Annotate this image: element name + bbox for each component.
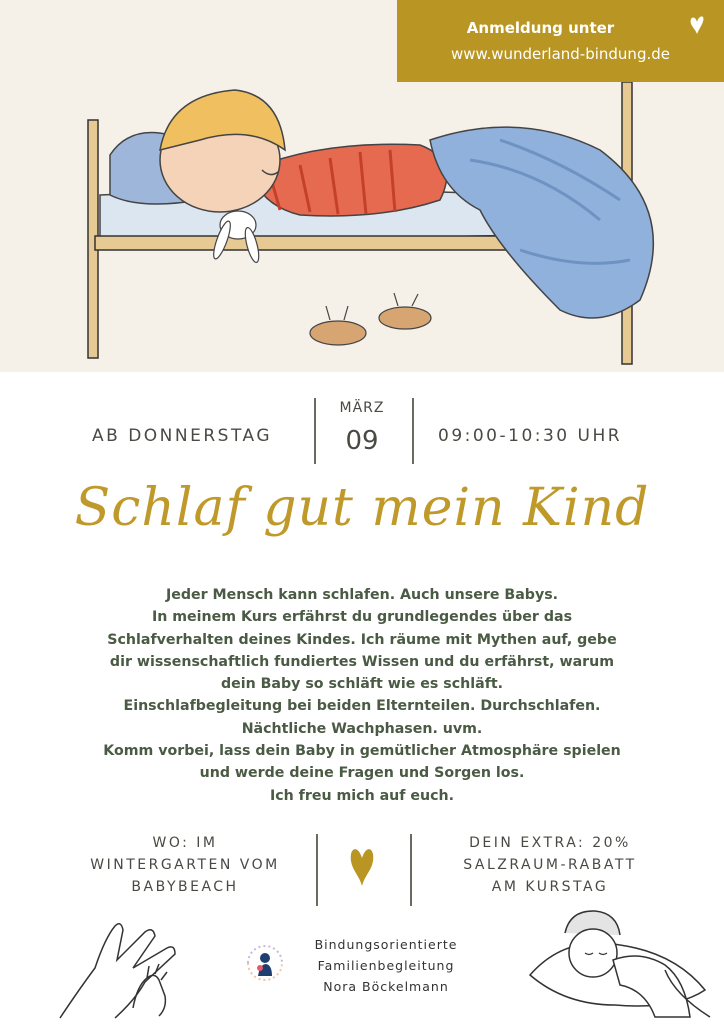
extra-line: AM KURSTAG [491,879,609,895]
extra-line: SALZRAUM-RABATT [463,857,637,873]
wunderland-logo-icon [240,938,290,988]
divider-line [410,834,412,906]
event-extra [420,832,680,898]
signature-line: Familienbegleitung [317,958,455,973]
description-line: und werde deine Fragen und Sorgen los. [199,765,525,782]
signature [306,934,466,997]
banner-heading: Anmeldung unter [466,19,615,37]
description-line: Schlafverhalten deines Kindes. Ich räume mit Mythen auf, gebe [107,631,617,648]
hands-illustration-icon [55,908,185,1020]
event-day: AB DONNERSTAG [92,426,273,446]
description-line: Einschlafbegleitung bei beiden Elternteilen. Durchschlafen. [123,698,601,715]
event-details-row [0,830,724,910]
description-line: In meinem Kurs erfährst du grundlegendes über das [151,609,573,626]
website-link[interactable]: www.wunderland-bindung.de [451,45,670,63]
location-line: BABYBEACH [131,879,239,895]
event-date: 09 [345,426,379,456]
event-time: 09:00-10:30 UHR [438,426,623,446]
divider-line [316,834,318,906]
description-line: Nächtliche Wachphasen. uvm. [241,720,483,737]
description-line: Jeder Mensch kann schlafen. Auch unsere Babys. [165,587,559,603]
location-line: WO: IM [152,835,218,851]
course-description [60,584,664,807]
extra-line: DEIN EXTRA: 20% [469,835,631,851]
description-line: Ich freu mich auf euch. [269,787,455,804]
heart-icon [686,14,708,36]
description-line: Komm vorbei, lass dein Baby in gemütlicher Atmosphäre spielen [103,743,621,760]
event-location [60,832,310,898]
event-date-row [0,398,724,468]
signature-line: Bindungsorientierte [314,937,458,952]
divider-line [412,398,414,464]
location-line: WINTERGARTEN VOM [90,857,280,873]
heart-icon [347,840,377,890]
signature-line: Nora Böckelmann [323,979,449,994]
sleeping-baby-icon [525,905,720,1020]
course-title: Schlaf gut mein Kind [74,478,650,538]
description-line: dein Baby so schläft wie es schläft. [220,676,504,693]
event-month: MÄRZ [339,400,385,416]
divider-line [314,398,316,464]
description-line: dir wissenschaftlich fundiertes Wissen und du erfährst, warum [109,653,615,670]
registration-banner [397,0,724,82]
